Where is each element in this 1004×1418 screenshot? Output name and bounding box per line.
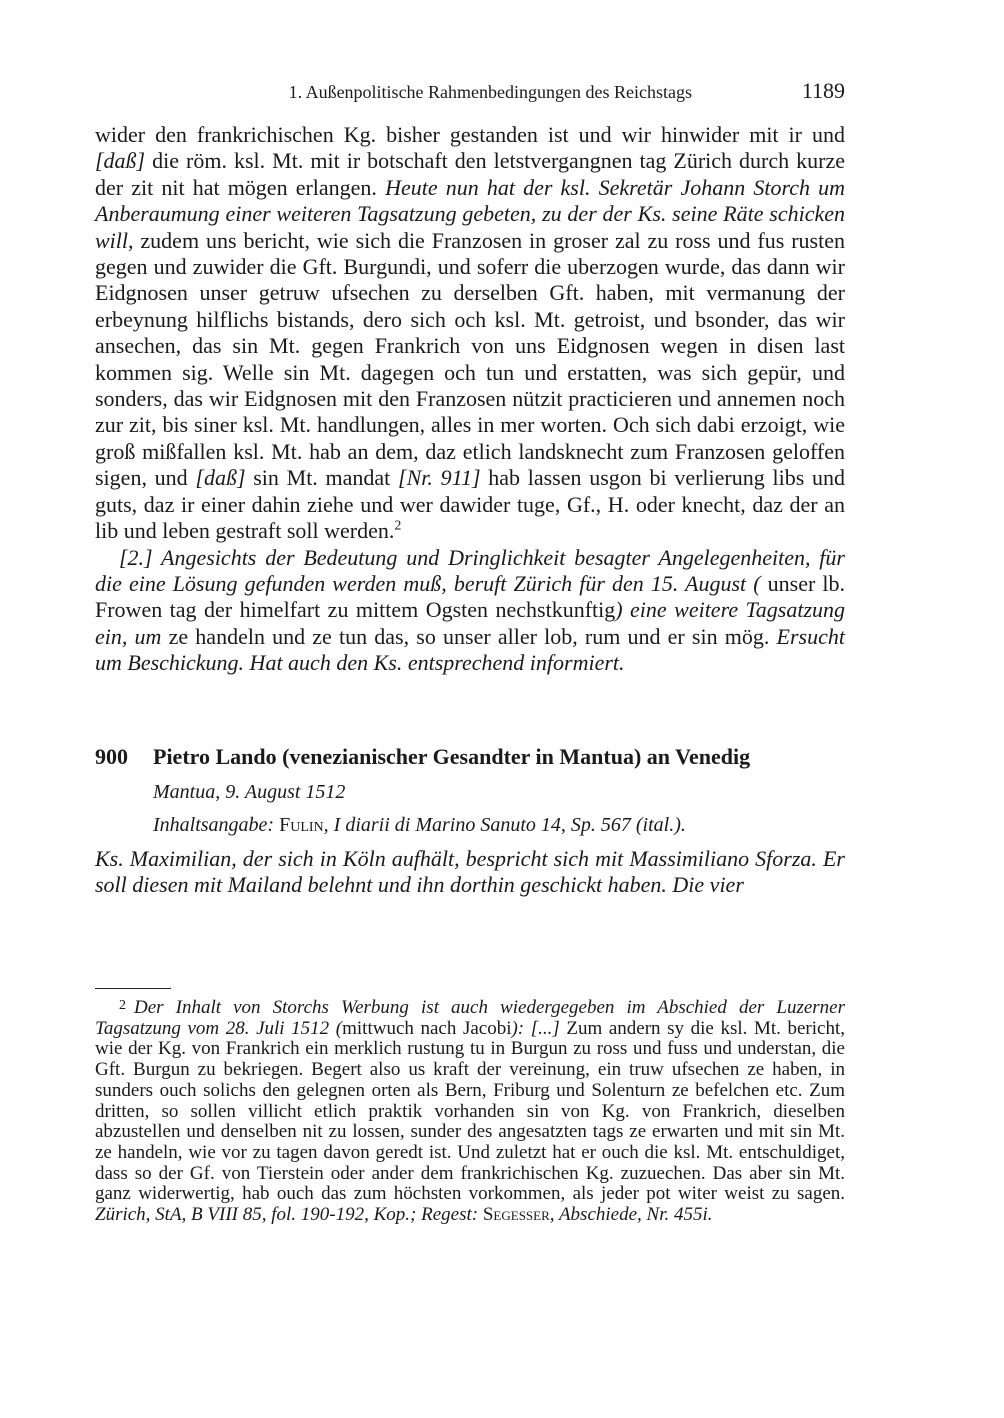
source-detail: , I diarii di Marino Sanuto 14, Sp. 567 (ital.). (323, 814, 686, 836)
text-run: hab lassen usgon bi verlierung libs und guts, daz ir einer dahin ziehe und wer dawider tuge, Gf., H. oder knecht, daz der an lib und leben gestraft soll werden. (95, 465, 845, 544)
footnote-citation: Zürich, StA, B VIII 85, fol. 190-192, Kop.; Regest: (95, 1204, 483, 1226)
footnote-number: 2 (119, 998, 126, 1013)
text-run: wider den frankrichischen Kg. bisher gestanden ist und wir hinwider mit ir und (95, 122, 845, 147)
editorial-reference: [Nr. 911] (398, 465, 481, 491)
footnote-italic: ): [...] (511, 1017, 560, 1039)
paragraph-1 (95, 122, 845, 545)
text-run: unser lb. Frowen tag der himelfart zu mittem Ogsten nechstkunftig (95, 570, 846, 623)
text-run: die röm. ksl. Mt. mit ir botschaft den letstvergangnen tag Zürich durch kurze der zit nit hat mögen erlangen. (95, 148, 845, 200)
text-run: , zudem uns bericht, wie sich die Franzosen in groser zal zu ross und fus rusten gegen und zuwider die Gft. Burgundi, und soferr die uberzogen wurde, das dann wir Eidgnosen unser getruw ufsechen zu derselben Gft. haben, mit vermanung der erbeynung hilflichs bistands, dero sich och ksl. Mt. getroist, und bsonder, das wir ansechen, das sin Mt. gegen Frankrich von uns Eidgnosen wegen in disen last kommen sig. Welle sin Mt. dagegen och tun und erstatten, was sich gepür, und sonders, das wir Eidgnosen mit den Franzosen nützit practicieren und annemen noch zur zit, bis siner ksl. Mt. handlungen, alles in mer worten. Och sich dabi erzoigt, wie groß mißfallen ksl. Mt. hab an dem, daz etlich landsknecht zum Franzosen geloffen sigen, und (95, 227, 845, 491)
source-label: Inhaltsangabe: (153, 814, 280, 836)
document-place-date: Mantua, 9. August 1512 (153, 781, 346, 803)
page-number: 1189 (801, 78, 845, 103)
text-run: sin Mt. mandat (245, 465, 399, 491)
source-author: Fulin (279, 814, 324, 836)
document-title: Pietro Lando (venezianischer Gesandter in Mantua) an Venedig (153, 744, 751, 769)
editorial-insertion: [daß] (95, 148, 146, 174)
editorial-summary: Heute nun hat der ksl. Sekretär Johann Storch um Anberaumung einer weiteren Tagsatzung gebeten, zu der der Ks. seine Räte schicken will (95, 174, 845, 253)
document-source (153, 814, 686, 837)
editorial-summary: Ersucht um Beschickung. Hat auch den Ks. entsprechend informiert. (95, 623, 845, 676)
text-run: ze handeln und ze tun das, so unser aller lob, rum und er sin mög. (161, 623, 777, 649)
footnote-citation: , Abschiede, Nr. 455i. (549, 1204, 713, 1226)
footnote-italic: Der Inhalt von Storchs Werbung ist auch wiedergegeben im Abschied der Luzerner Tagsatzung vom 28. Juli 1512 ( (95, 997, 845, 1039)
running-header (95, 78, 845, 108)
editorial-insertion: [daß] (195, 465, 246, 491)
footnote-2 (95, 996, 845, 1226)
footnote-divider (95, 988, 171, 989)
editorial-summary: [2.] Angesichts der Bedeutung und Dringlichkeit besagter Angelegenheiten, für die eine Lösung gefunden werden muß, beruft Zürich für den 15. August ( (95, 544, 845, 596)
document-number: 900 (95, 744, 128, 769)
footnote-author: Segesser (482, 1204, 550, 1226)
document-regest: Ks. Maximilian, der sich in Köln aufhält, bespricht sich mit Massimiliano Sforza. Er soll diesen mit Mailand belehnt und ihn dorthin geschickt haben. Die vier (95, 846, 845, 898)
footnote-reference: 2 (394, 518, 402, 534)
footnote-text: Zum andern sy die ksl. Mt. bericht, wie der Kg. von Frankrich ein merklich rustung tu in Burgun zu ross und fuss und understan, die Gft. Burgun zu bekriegen. Begert also us kraft der vereinung, ein truw ufsechen ze haben, in sunders ouch solichs den gelegnen orten als Bern, Friburg und Solenturn ze befelchen etc. Zum dritten, so sollen villicht etlich praktik vorhanden sin von Kg. von Frankrich, dieselben abzustellen und denselben nit zu lossen, sunder des angesatzten tags ze erwarten und mit sin Mt. ze handeln, wie vor zu tagen davon geredt ist. Und zuletzt hat er ouch die ksl. Mt. entschuldiget, dass so der Gf. von Tierstein oder ander dem frankrichischen Kg. zuzuechen. Das aber sin Mt. ganz widerwertig, hab ouch das zum höchsten vorkommen, als jeder pot witer weist zu sagen. (95, 1017, 845, 1205)
footnote-text: mittwuch nach Jacobi (342, 1017, 512, 1039)
paragraph-2 (95, 545, 845, 677)
editorial-summary: ) eine weitere Tagsatzung ein, um (95, 597, 846, 649)
running-title: 1. Außenpolitische Rahmenbedingungen des Reichstags (288, 82, 692, 102)
main-text (95, 122, 845, 677)
